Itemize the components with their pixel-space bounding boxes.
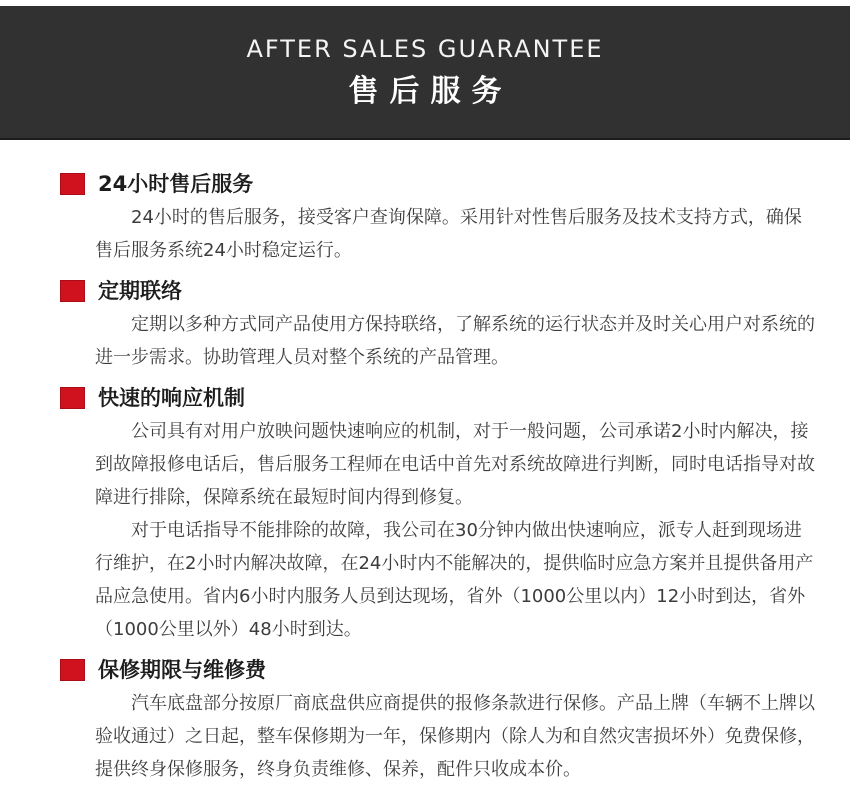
section-paragraph: 对于电话指导不能排除的故障，我公司在30分钟内做出快速响应，派专人赶到现场进行维护，在2小时内解决故障，在24小时内不能解决的，提供临时应急方案并且提供备用产品应急使用。省内6小时内服务人员到达现场，省外（1000公里以内）12小时到达，省外（1000公里以外）48小时到达。 (95, 520, 814, 640)
section-body (95, 415, 815, 646)
section-header (60, 172, 815, 196)
section-warranty (60, 658, 815, 786)
red-square-icon (60, 173, 85, 195)
section-title: 定期联络 (98, 279, 182, 303)
banner-title-english: AFTER SALES GUARANTEE (246, 35, 604, 64)
section-paragraph: 汽车底盘部分按原厂商底盘供应商提供的报修条款进行保修。产品上牌（车辆不上牌以验收通过）之日起，整车保修期为一年，保修期内（除人为和自然灾害损坏外）免费保修，提供终身保修服务，终身负责维修、保养，配件只收成本价。 (95, 693, 815, 780)
section-title: 保修期限与维修费 (98, 658, 266, 682)
red-square-icon (60, 280, 85, 302)
section-header (60, 279, 815, 303)
section-paragraph: 定期以多种方式同产品使用方保持联络，了解系统的运行状态并及时关心用户对系统的进一步需求。协助管理人员对整个系统的产品管理。 (95, 314, 815, 368)
section-24h-service (60, 172, 815, 267)
section-title: 24小时售后服务 (98, 172, 254, 196)
section-regular-contact (60, 279, 815, 374)
section-rapid-response (60, 386, 815, 646)
header-banner (0, 6, 850, 140)
red-square-icon (60, 659, 85, 681)
section-body (95, 687, 815, 786)
banner-title-chinese: 售后服务 (348, 73, 513, 109)
section-paragraph: 公司具有对用户放映问题快速响应的机制，对于一般问题，公司承诺2小时内解决，接到故障报修电话后，售后服务工程师在电话中首先对系统故障进行判断，同时电话指导对故障进行排除，保障系统在最短时间内得到修复。 (95, 421, 815, 508)
section-body (95, 308, 815, 374)
content-area (0, 140, 850, 786)
section-header (60, 658, 815, 682)
section-title: 快速的响应机制 (98, 386, 245, 410)
red-square-icon (60, 387, 85, 409)
section-body (95, 201, 815, 267)
section-paragraph: 24小时的售后服务，接受客户查询保障。采用针对性售后服务及技术支持方式，确保售后服务系统24小时稳定运行。 (95, 207, 802, 261)
section-header (60, 386, 815, 410)
